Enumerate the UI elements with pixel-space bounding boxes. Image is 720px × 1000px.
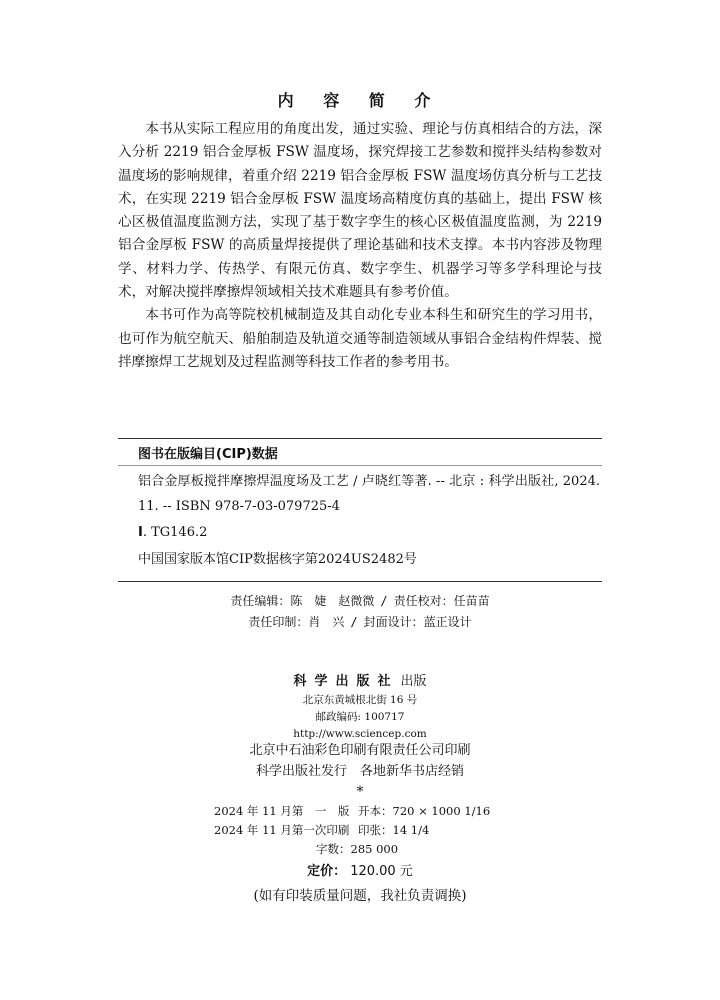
format-info: 开本：720 × 1000 1/16 — [358, 804, 491, 818]
publisher-suffix: 出版 — [400, 674, 427, 689]
credits-line-editors — [0, 592, 720, 609]
publisher-website: http://www.sciencep.com — [293, 728, 427, 740]
publisher-name: 科学出版社 — [293, 674, 399, 689]
edition-info: 2024 年 11 月第 一 版 — [214, 804, 350, 818]
summary-paragraph: 本书从实际工程应用的角度出发，通过实验、理论与仿真相结合的方法，深入分析 2219 铝合金厚板 FSW 温度场，探究焊接工艺参数和搅拌头结构参数对温度场的影响规律，着重介绍 2219 铝合金厚板 FSW 温度场仿真分析与工艺技术，在实现 2219 铝合金厚板 FSW 温度场高精度仿真的基础上，提出 FSW 核心区极值温度监测方法，实现了基于数字孪生的核心区极值温度监测，为 2219 铝合金厚板 FSW 的高质量焊接提供了理论基础和技术支撑。本书内容涉及物理学、材料力学、传热学、有限元仿真、数字孪生、机器学习等多学科理论与技术，对解决搅拌摩擦焊领域相关技术难题具有参考价值。 — [118, 121, 602, 301]
price-value: 120.00 元 — [350, 864, 413, 879]
cip-class-code: . TG146.2 — [142, 525, 208, 540]
publisher-postcode: 邮政编码: 100717 — [315, 711, 405, 723]
credit-divider: / — [350, 615, 358, 629]
word-count-info: 字数：285 000 — [316, 842, 399, 856]
printing-info: 2024 年 11 月第一次印刷 — [214, 823, 350, 837]
price-label: 定价： — [307, 864, 347, 879]
credit-editors: 责任编辑：陈 婕 赵微微 — [230, 594, 375, 608]
cip-entry: 铝合金厚板搅拌摩擦焊温度场及工艺 / 卢晓红等著. -- 北京 : 科学出版社, 2024. 11. -- ISBN 978-7-03-079725-4 — [138, 474, 600, 514]
credit-cover-design: 封面设计：蓝正设计 — [363, 615, 472, 629]
cip-class-numeral: Ⅰ — [138, 525, 143, 540]
printer-line: 北京中石油彩色印刷有限责任公司印刷 — [249, 743, 471, 758]
credit-proofreader: 责任校对：任苗苗 — [393, 594, 490, 608]
separator-asterisk: * — [356, 784, 364, 800]
sheets-info: 印张：14 1/4 — [358, 823, 430, 837]
cip-data-box — [118, 438, 602, 582]
credits-line-production — [0, 613, 720, 630]
print-specifications — [0, 802, 720, 859]
credit-divider: / — [380, 594, 388, 608]
price-line — [0, 860, 720, 879]
distribution-line: 科学出版社发行 各地新华书店经销 — [255, 764, 464, 779]
cip-heading: 图书在版编目(CIP)数据 — [138, 443, 278, 462]
cip-classification — [138, 520, 207, 545]
credit-printing-supervisor: 责任印制：肖 兴 — [248, 615, 345, 629]
publisher-line — [0, 670, 720, 689]
summary-paragraph: 本书可作为高等院校机械制造及其自动化专业本科生和研究生的学习用书，也可作为航空航天、船舶制造及轨道交通等制造领域从事铝合金结构件焊装、搅拌摩擦焊工艺规划及过程监测等科技工作者的参考用书。 — [118, 307, 602, 370]
book-summary — [118, 118, 602, 374]
page-title: 内 容 简 介 — [277, 91, 443, 110]
cip-record-number: 中国国家版本馆CIP数据核字第2024US2482号 — [138, 552, 417, 567]
publisher-address: 北京东黄城根北街 16 号 — [302, 694, 418, 706]
quality-notice: (如有印装质量问题，我社负责调换) — [253, 888, 467, 904]
